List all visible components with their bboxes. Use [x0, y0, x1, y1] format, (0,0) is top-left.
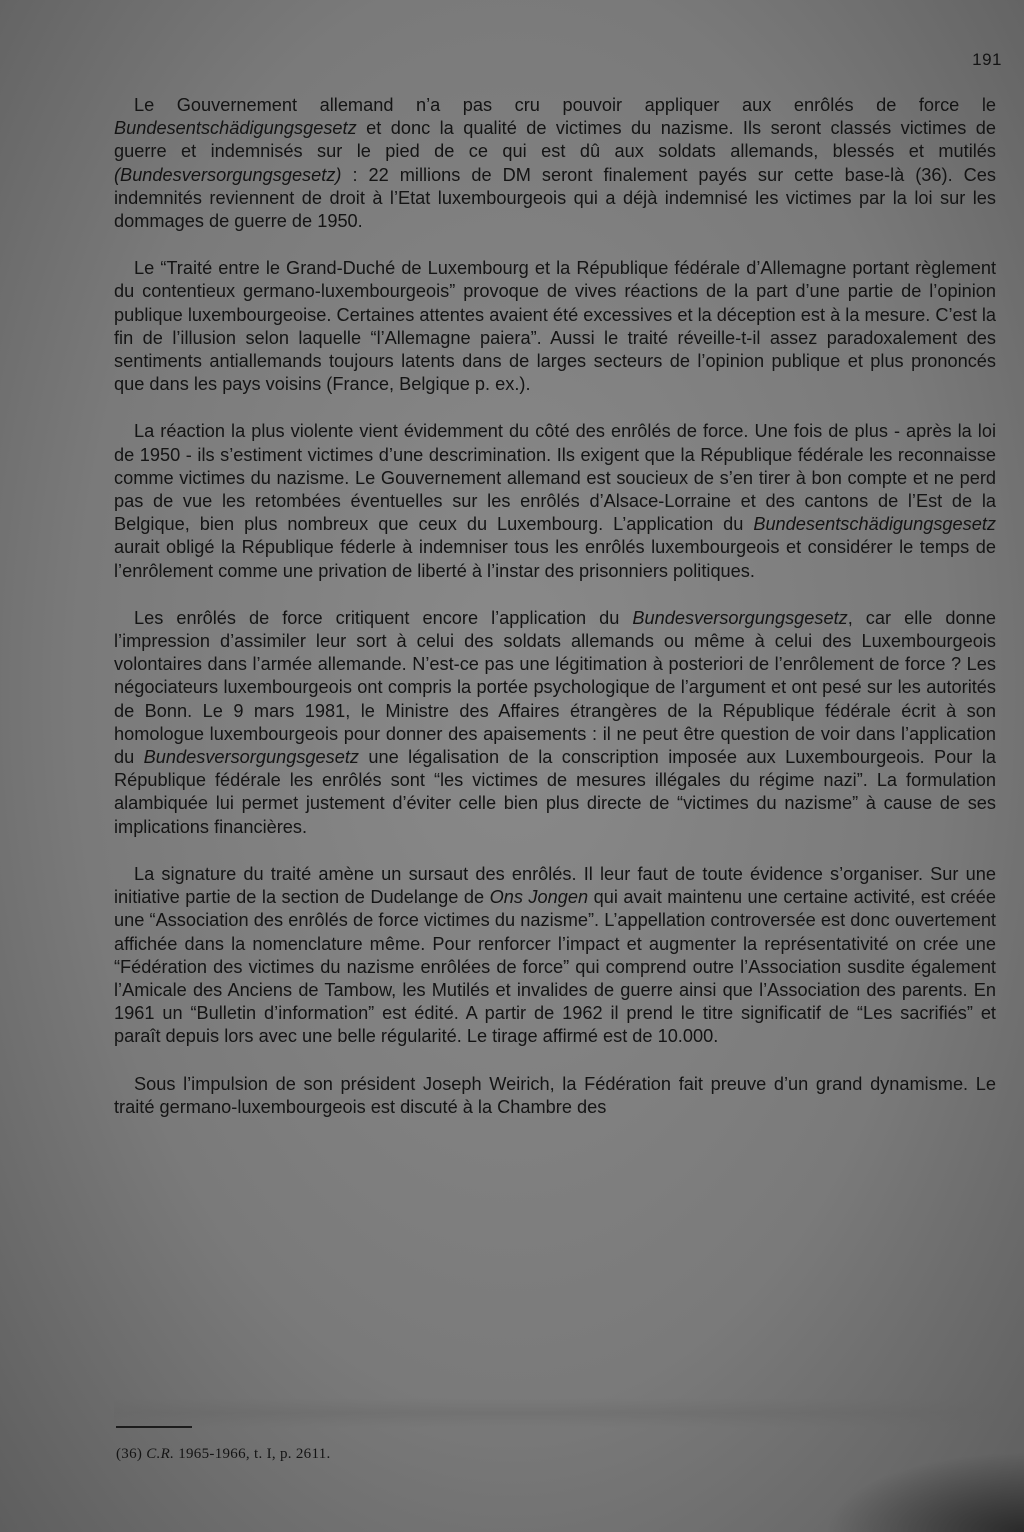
text-run: et donc la qualité de victimes du nazisme. Ils seront classés victimes de guerre et indemnisés sur le pied de ce qui est dû aux soldats allemands, blessés et mutilés [114, 118, 996, 162]
bleed-through-shadow [114, 1398, 994, 1428]
italic-term: Bundesversorgungsgesetz [143, 747, 359, 768]
italic-term: (Bundesversorgungsgesetz) [114, 164, 342, 185]
text-run: aurait obligé la République féderle à indemniser tous les enrôlés luxembourgeois et considérer le temps de l’enrôlement comme une privation de liberté à l’instar des prisonniers politiques. [114, 537, 996, 581]
footnote-number: (36) [116, 1446, 143, 1462]
text-run: Sous l’impulsion de son président Joseph Weirich, la Fédération fait preuve d’un grand dynamisme. Le traité germano-luxembourgeois est discuté à la Chambre des [114, 1073, 996, 1117]
text-run: Le “Traité entre le Grand-Duché de Luxembourg et la République fédérale d’Allemagne portant règlement du contentieux germano-luxembourgeois” provoque de vives réactions de la part d’une partie de l’opinion publique luxembourgeoise. Certaines attentes avaient été excessives et la déception est à la mesure. C’est la fin de l’illusion selon laquelle “l’Allemagne paiera”. Aussi le traité réveille-t-il assez paradoxalement des sentiments antiallemands toujours latents dans de larges secteurs de l’opinion publique et plus prononcés que dans les pays voisins (France, Belgique p. ex.). [114, 258, 996, 395]
footnote-source: C.R. [146, 1446, 175, 1462]
paragraph [114, 1073, 996, 1119]
paragraph [114, 863, 996, 1049]
italic-term: Ons Jongen [489, 887, 589, 908]
paragraph [114, 420, 996, 582]
italic-term: Bundesentschädigungsgesetz [114, 118, 357, 139]
paragraph [114, 94, 996, 233]
text-run: La réaction la plus violente vient évidemment du côté des enrôlés de force. Une fois de plus - après la loi de 1950 - ils s’estiment victimes d’une descrimination. Ils exigent que la République fédérale les reconnaisse comme victimes du nazisme. Le Gouvernement allemand est soucieux de s’en tirer à bon compte et ne perd pas de vue les retombées éventuelles sur les enrôlés d’Alsace-Lorraine et des cantons de l’Est de la Belgique, bien plus nombreux que ceux du Luxembourg. L’application du [114, 421, 996, 535]
page-number: 191 [972, 50, 1002, 69]
page-edge-shadow [824, 1452, 1024, 1532]
italic-term: Bundesentschädigungsgesetz [753, 514, 996, 535]
footnote-details: 1965-1966, t. I, p. 2611. [178, 1446, 331, 1462]
paragraph [114, 257, 996, 396]
text-run: Les enrôlés de force critiquent encore l’application du [134, 607, 633, 628]
paragraph [114, 607, 996, 839]
text-run: La signature du traité amène un sursaut des enrôlés. Il leur faut de toute évidence s’organiser. Sur une initiative partie de la section de Dudelange de [114, 863, 996, 908]
italic-term: Bundesversorgungsgesetz [632, 607, 848, 628]
text-run: , car elle donne l’impression d’assimiler leur sort à celui des soldats allemands ou même à celui des Luxembourgeois volontaires dans l’armée allemande. N’est-ce pas une légitimation à posteriori de l’enrôlement de force ? Les négociateurs luxembourgeois ont compris la portée psychologique de l’argument et ont pesé sur les autorités de Bonn. Le 9 mars 1981, le Ministre des Affaires étrangères de la République fédérale écrit à son homologue luxembourgeois pour donner des apaisements : il ne peut être question de voir dans l’application du [114, 607, 996, 768]
text-run: : 22 millions de DM seront finalement payés sur cette base-là (36). Ces indemnités reviennent de droit à l’Etat luxembourgeois qui a déjà indemnisé les victimes par la loi sur les dommages de guerre de 1950. [114, 164, 996, 232]
footnote-divider [116, 1426, 192, 1428]
body-text [114, 94, 996, 1143]
footnote [116, 1446, 331, 1463]
text-run: une légalisation de la conscription imposée aux Luxembourgeois. Pour la République fédérale les enrôlés sont “les victimes de mesures illégales du régime nazi”. La formulation alambiquée lui permet justement d’éviter celle bien plus directe de “victimes du nazisme” à cause de ses implications financières. [114, 747, 996, 837]
text-run: qui avait maintenu une certaine activité, est créée une “Association des enrôlés de force victimes du nazisme”. L’appellation controversée est donc ouvertement affichée dans la nomenclature même. Pour renforcer l’impact et augmenter la représentativité on crée une “Fédération des victimes du nazisme enrôlées de force” qui comprend outre l’Association susdite également l’Amicale des Anciens de Tambow, les Mutilés et invalides de guerre ainsi que l’Association des parents. En 1961 un “Bulletin d’information” est édité. A partir de 1962 il prend le titre significatif de “Les sacrifiés” et paraît depuis lors avec une belle régularité. Le tirage affirmé est de 10.000. [114, 887, 996, 1047]
text-run: Le Gouvernement allemand n’a pas cru pouvoir appliquer aux enrôlés de force le [134, 95, 996, 115]
